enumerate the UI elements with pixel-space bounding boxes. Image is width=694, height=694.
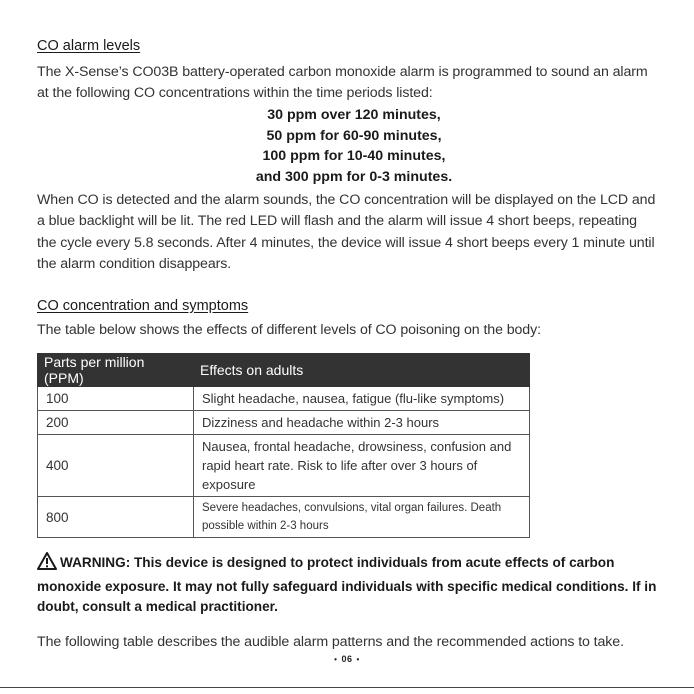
- alarm-level-item: 50 ppm for 60-90 minutes,: [266, 127, 442, 144]
- alarm-patterns-intro: The following table describes the audible alarm patterns and the recommended actions to take.: [37, 633, 624, 650]
- table-row: [38, 387, 530, 411]
- effect-cell: Severe headaches, convulsions, vital organ failures. Death possible within 2-3 hours: [194, 497, 530, 538]
- warning-text: WARNING: This device is designed to protect individuals from acute effects of carbon monoxide exposure. It may not fully safeguard individuals with specific medical conditions. If in doubt, consult a medical practitioner.: [37, 555, 657, 615]
- alarm-levels-intro: The X-Sense’s CO03B battery-operated carbon monoxide alarm is programmed to sound an alarm at the following CO concentrations within the time periods listed:: [37, 64, 648, 102]
- alarm-level-item: 100 ppm for 10-40 minutes,: [262, 148, 446, 165]
- page-number-value: 06: [341, 654, 353, 664]
- alarm-level-item: and 300 ppm for 0-3 minutes.: [255, 169, 453, 186]
- warning-triangle-icon: [37, 552, 57, 577]
- co-detected-paragraph: When CO is detected and the alarm sounds, the CO concentration will be displayed on the LCD and a blue backlight will be lit. The red LED will flash and the alarm will issue 4 short beeps, repeating the cycle every 5.8 seconds. After 4 minutes, the device will issue 4 short beeps every 1 minute until the alarm condition disappears.: [37, 192, 656, 273]
- table-row: [38, 497, 530, 538]
- column-header-effects: Effects on adults: [194, 354, 530, 387]
- co-symptoms-table: [37, 353, 530, 538]
- page-number: • 06 •: [334, 654, 360, 664]
- ppm-cell: 400: [38, 435, 194, 497]
- footer-divider: [0, 687, 694, 688]
- warning-notice: [37, 552, 657, 618]
- manual-page: [37, 36, 657, 653]
- table-header-row: [38, 354, 530, 387]
- section-heading-symptoms: CO concentration and symptoms: [37, 297, 249, 314]
- column-header-ppm: Parts per million (PPM): [38, 354, 194, 387]
- ppm-cell: 100: [38, 387, 194, 411]
- symptoms-intro: The table below shows the effects of different levels of CO poisoning on the body:: [37, 321, 541, 338]
- ppm-cell: 200: [38, 411, 194, 435]
- alarm-levels-list: [37, 105, 657, 188]
- effect-cell: Slight headache, nausea, fatigue (flu-like symptoms): [194, 387, 530, 411]
- table-row: [38, 411, 530, 435]
- table-row: [38, 435, 530, 497]
- effect-cell: Nausea, frontal headache, drowsiness, confusion and rapid heart rate. Risk to life after over 3 hours of exposure: [194, 435, 530, 497]
- effect-cell: Dizziness and headache within 2-3 hours: [194, 411, 530, 435]
- ppm-cell: 800: [38, 497, 194, 538]
- section-heading-alarm-levels: CO alarm levels: [37, 38, 141, 54]
- alarm-level-item: 30 ppm over 120 minutes,: [267, 106, 441, 123]
